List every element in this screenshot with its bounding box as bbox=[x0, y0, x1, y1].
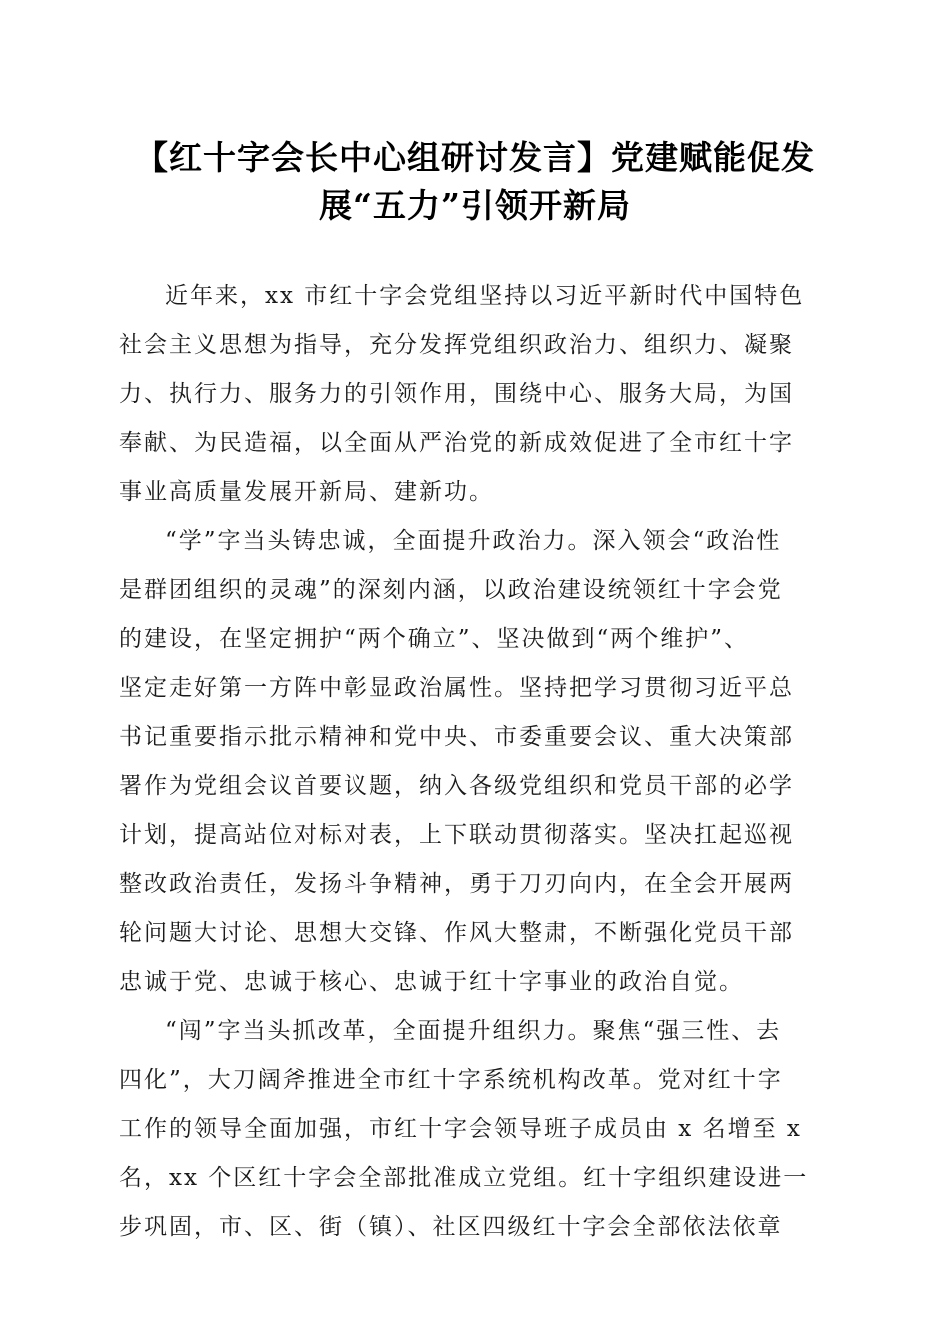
text-line: 忠诚于党、忠诚于核心、忠诚于红十字事业的政治自觉。 bbox=[119, 969, 744, 995]
text-line: “学”字当头铸忠诚，全面提升政治力。深入领会“政治性 bbox=[165, 528, 782, 554]
paragraph-reform bbox=[119, 1007, 829, 1252]
text-line: 社会主义思想为指导，充分发挥党组织政治力、组织力、凝聚 bbox=[119, 332, 794, 358]
text-line: 名，xx 个区红十字会全部批准成立党组。红十字组织建设进一 bbox=[119, 1165, 809, 1191]
paragraph-study bbox=[119, 517, 829, 1007]
text-line: 的建设，在坚定拥护“两个确立”、坚决做到“两个维护”、 bbox=[119, 626, 750, 652]
text-line: 四化”，大刀阔斧推进全市红十字系统机构改革。党对红十字 bbox=[119, 1067, 783, 1093]
text-line: 书记重要指示批示精神和党中央、市委重要会议、重大决策部 bbox=[119, 724, 794, 750]
document-title bbox=[118, 134, 832, 230]
text-line: 步巩固，市、区、街（镇）、社区四级红十字会全部依法依章 bbox=[119, 1214, 783, 1240]
text-line: 事业高质量发展开新局、建新功。 bbox=[119, 479, 494, 505]
text-line: 署作为党组会议首要议题，纳入各级党组织和党员干部的必学 bbox=[119, 773, 794, 799]
text-line: 整改政治责任，发扬斗争精神，勇于刀刃向内，在全会开展两 bbox=[119, 871, 794, 897]
title-line-2: 展“五力”引领开新局 bbox=[319, 186, 631, 225]
text-line: 坚定走好第一方阵中彰显政治属性。坚持把学习贯彻习近平总 bbox=[119, 675, 794, 701]
text-line: 工作的领导全面加强，市红十字会领导班子成员由 x 名增至 x bbox=[119, 1116, 802, 1142]
paragraph-intro bbox=[119, 272, 829, 517]
text-line: 是群团组织的灵魂”的深刻内涵，以政治建设统领红十字会党 bbox=[119, 577, 783, 603]
text-line: 近年来，xx 市红十字会党组坚持以习近平新时代中国特色 bbox=[165, 283, 805, 309]
text-line: 奉献、为民造福，以全面从严治党的新成效促进了全市红十字 bbox=[119, 430, 794, 456]
text-line: 轮问题大讨论、思想大交锋、作风大整肃，不断强化党员干部 bbox=[119, 920, 794, 946]
text-line: 力、执行力、服务力的引领作用，围绕中心、服务大局，为国 bbox=[119, 381, 794, 407]
title-line-1: 【红十字会长中心组研讨发言】党建赋能促发 bbox=[135, 138, 815, 177]
text-line: “闯”字当头抓改革，全面提升组织力。聚焦“强三性、去 bbox=[165, 1018, 782, 1044]
document-body bbox=[119, 272, 829, 1252]
text-line: 计划，提高站位对标对表，上下联动贯彻落实。坚决扛起巡视 bbox=[119, 822, 794, 848]
